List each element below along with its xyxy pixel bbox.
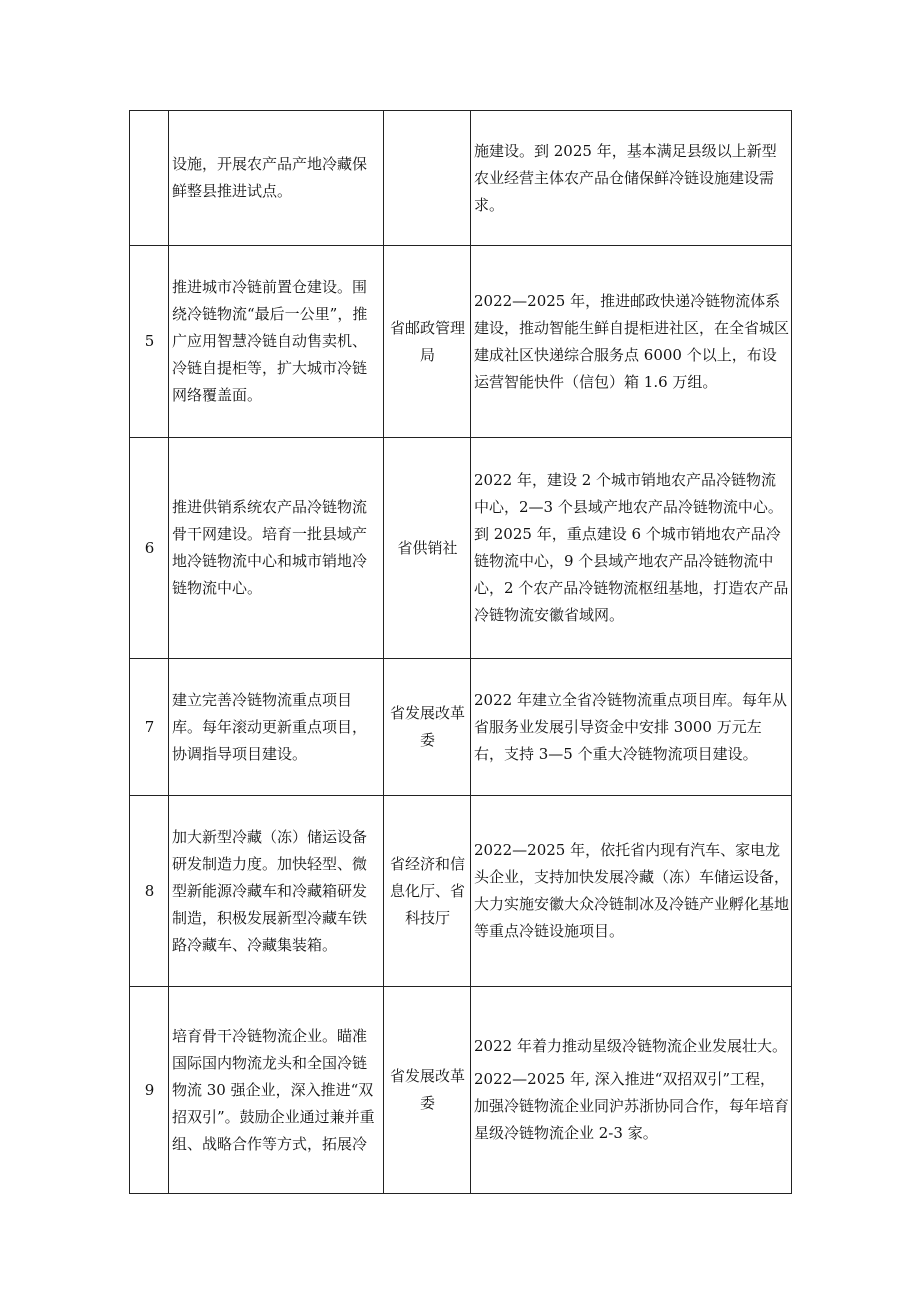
responsible-department	[384, 111, 471, 246]
goal-paragraph: 施建设。到 2025 年，基本满足县级以上新型农业经营主体农产品仓储保鲜冷链设施建设需求。	[474, 141, 777, 214]
target-goal	[471, 438, 792, 659]
goal-paragraph: 2022 年着力推动星级冷链物流企业发展壮大。	[474, 1037, 787, 1055]
table-row	[130, 987, 792, 1194]
responsible-department: 省经济和信息化厅、省科技厅	[384, 796, 471, 987]
table-row	[130, 659, 792, 796]
table-row	[130, 438, 792, 659]
table-row	[130, 111, 792, 246]
row-number: 8	[130, 796, 169, 987]
goal-paragraph: 2022 年建立全省冷链物流重点项目库。每年从省服务业发展引导资金中安排 3000 万元左右，支持 3—5 个重大冷链物流项目建设。	[474, 690, 787, 763]
table-row	[130, 246, 792, 438]
task-table	[129, 110, 792, 1194]
task-description: 培育骨干冷链物流企业。瞄准国际国内物流龙头和全国冷链物流 30 强企业，深入推进“双招双引”。鼓励企业通过兼并重组、战略合作等方式，拓展冷	[169, 987, 384, 1194]
row-number	[130, 111, 169, 246]
responsible-department: 省邮政管理局	[384, 246, 471, 438]
goal-paragraph: 2022—2025 年, 深入推进“双招双引”工程，加强冷链物流企业同沪苏浙协同合作，每年培育星级冷链物流企业 2-3 家。	[474, 1070, 790, 1142]
row-number: 5	[130, 246, 169, 438]
row-number: 6	[130, 438, 169, 659]
responsible-department: 省供销社	[384, 438, 471, 659]
row-number: 9	[130, 987, 169, 1194]
task-description: 推进供销系统农产品冷链物流骨干网建设。培育一批县域产地冷链物流中心和城市销地冷链物流中心。	[169, 438, 384, 659]
goal-paragraph: 2022 年，建设 2 个城市销地农产品冷链物流中心，2—3 个县域产地农产品冷链物流中心。到 2025 年，重点建设 6 个城市销地农产品冷链物流中心，9 个县域产地农产品冷链物流中心，2 个农产品冷链物流枢纽基地，打造农产品冷链物流安徽省域网。	[474, 471, 789, 624]
responsible-department: 省发展改革委	[384, 987, 471, 1194]
target-goal	[471, 987, 792, 1194]
target-goal	[471, 111, 792, 246]
goal-paragraph: 2022—2025 年，依托省内现有汽车、家电龙头企业，支持加快发展冷藏（冻）车储运设备，大力实施安徽大众冷链制冰及冷链产业孵化基地等重点冷链设施项目。	[474, 841, 790, 940]
responsible-department: 省发展改革委	[384, 659, 471, 796]
target-goal	[471, 659, 792, 796]
target-goal	[471, 246, 792, 438]
target-goal	[471, 796, 792, 987]
goal-paragraph: 2022—2025 年，推进邮政快递冷链物流体系建设，推动智能生鲜自提柜进社区，在全省城区建成社区快递综合服务点 6000 个以上，布设运营智能快件（信包）箱 1.6 万组。	[474, 291, 790, 391]
task-description: 设施，开展农产品产地冷藏保鲜整县推进试点。	[169, 111, 384, 246]
task-description: 加大新型冷藏（冻）储运设备研发制造力度。加快轻型、微型新能源冷藏车和冷藏箱研发制造，积极发展新型冷藏车铁路冷藏车、冷藏集装箱。	[169, 796, 384, 987]
task-description: 推进城市冷链前置仓建设。围绕冷链物流“最后一公里”，推广应用智慧冷链自动售卖机、冷链自提柜等，扩大城市冷链网络覆盖面。	[169, 246, 384, 438]
task-description: 建立完善冷链物流重点项目库。每年滚动更新重点项目，协调指导项目建设。	[169, 659, 384, 796]
row-number: 7	[130, 659, 169, 796]
table-row	[130, 796, 792, 987]
